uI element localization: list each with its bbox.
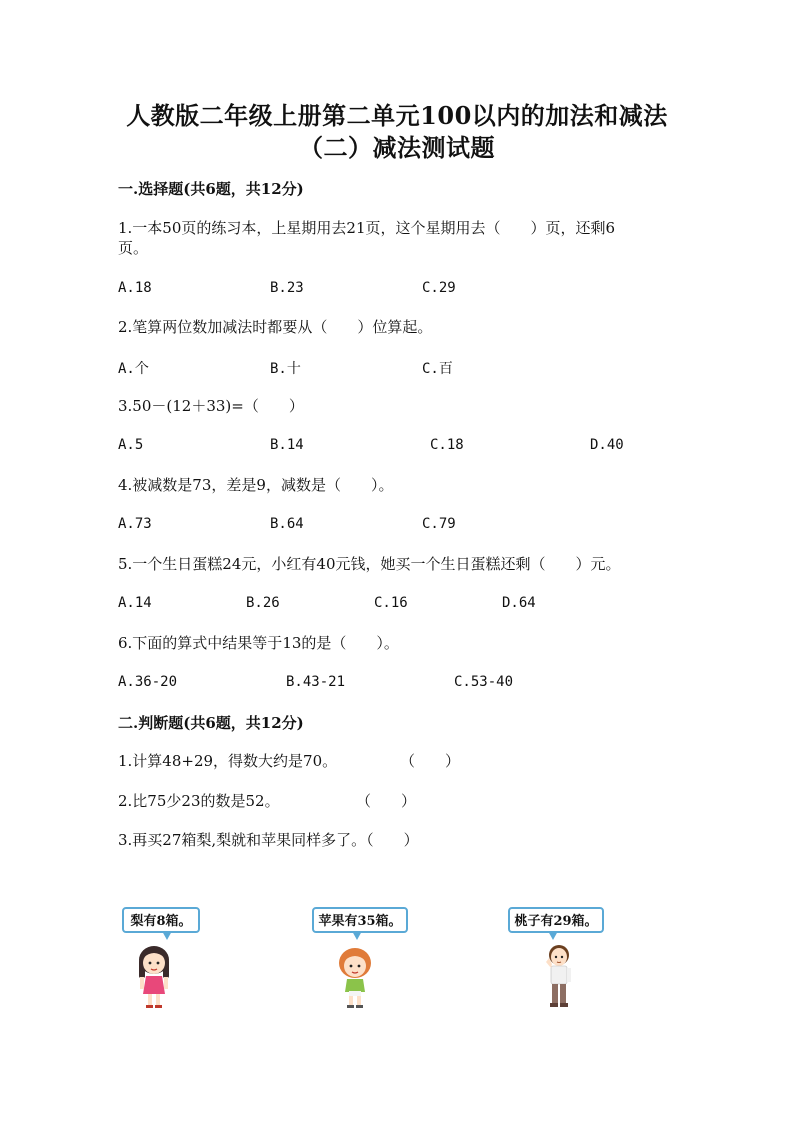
bubble-peaches: 桃子有29箱。 bbox=[508, 907, 604, 933]
judge-2-text: 2.比75少23的数是52。 bbox=[118, 792, 280, 810]
q6-option-b: B.43-21 bbox=[286, 674, 346, 690]
q3-option-b: B.14 bbox=[270, 437, 304, 453]
judge-3-text: 3.再买27箱梨,梨就和苹果同样多了。（ ） bbox=[118, 831, 419, 849]
q5-option-a: A.14 bbox=[118, 595, 152, 611]
q5-option-d: D.64 bbox=[502, 595, 536, 611]
q5-option-b: B.26 bbox=[246, 595, 280, 611]
judge-1-text: 1.计算48+29，得数大约是70。 bbox=[118, 752, 338, 770]
q2-option-c: C.百 bbox=[422, 361, 453, 377]
q3-option-c: C.18 bbox=[430, 437, 464, 453]
q6-option-a: A.36-20 bbox=[118, 674, 178, 690]
question-5-text: 5.一个生日蛋糕24元，小红有40元钱，她买一个生日蛋糕还剩（ ）元。 bbox=[118, 555, 621, 573]
red-hair-girl-figure bbox=[334, 946, 376, 1010]
q3-option-d: D.40 bbox=[590, 437, 624, 453]
question-1-text: 1.一本50页的练习本，上星期用去21页，这个星期用去（ ）页，还剩6 bbox=[118, 219, 616, 237]
page-title-line1: 人教版二年级上册第二单元100以内的加法和减法 bbox=[126, 101, 668, 130]
q5-option-c: C.16 bbox=[374, 595, 408, 611]
judge-1-bracket: （ ） bbox=[400, 752, 461, 770]
question-1-text-cont: 页。 bbox=[118, 239, 149, 257]
question-6-text: 6.下面的算式中结果等于13的是（ ）。 bbox=[118, 634, 399, 652]
q4-option-a: A.73 bbox=[118, 516, 152, 532]
section1-heading: 一.选择题(共6题，共12分) bbox=[118, 180, 304, 198]
q3-option-a: A.5 bbox=[118, 437, 144, 453]
q4-option-b: B.64 bbox=[270, 516, 304, 532]
question-2-text: 2.笔算两位数加减法时都要从（ ）位算起。 bbox=[118, 318, 433, 336]
girl-figure bbox=[132, 944, 176, 1010]
bubble-apples: 苹果有35箱。 bbox=[312, 907, 408, 933]
question-3-text: 3.50－(12＋33)=（ ） bbox=[118, 397, 304, 415]
q2-option-b: B.十 bbox=[270, 361, 301, 377]
q6-option-c: C.53-40 bbox=[454, 674, 514, 690]
q2-option-a: A.个 bbox=[118, 361, 149, 377]
boy-figure bbox=[540, 942, 578, 1010]
section2-heading: 二.判断题(共6题，共12分) bbox=[118, 714, 304, 732]
question-4-text: 4.被减数是73，差是9，减数是（ ）。 bbox=[118, 476, 394, 494]
q4-option-c: C.79 bbox=[422, 516, 456, 532]
q1-option-b: B.23 bbox=[270, 280, 304, 296]
judge-2-bracket: （ ） bbox=[356, 792, 417, 810]
page-title-line2: （二）减法测试题 bbox=[299, 133, 495, 162]
bubble-pears: 梨有8箱。 bbox=[122, 907, 200, 933]
q1-option-a: A.18 bbox=[118, 280, 152, 296]
q1-option-c: C.29 bbox=[422, 280, 456, 296]
